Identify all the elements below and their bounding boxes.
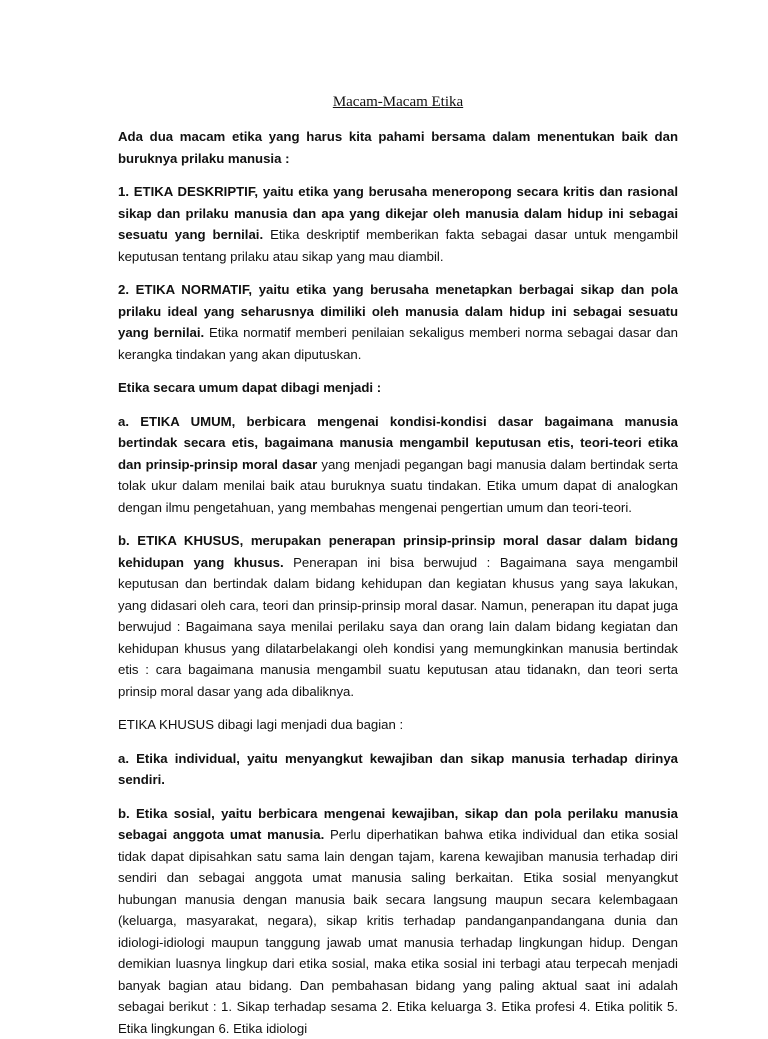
paragraph-text: ETIKA KHUSUS dibagi lagi menjadi dua bagian : [118, 717, 403, 732]
paragraph-etika-khusus [118, 530, 678, 702]
paragraph-intro [118, 126, 678, 169]
paragraph-etika-individual [118, 748, 678, 791]
paragraph-pembagian-etika [118, 377, 678, 399]
paragraph-etika-deskriptif [118, 181, 678, 267]
paragraph-text: Etika deskriptif memberikan fakta sebagai dasar untuk mengambil keputusan tentang prilaku atau sikap yang mau diambil. [118, 227, 678, 264]
paragraph-bold-text: b. Etika sosial, yaitu berbicara mengenai kewajiban, sikap dan pola perilaku manusia sebagai anggota umat manusia. [118, 806, 678, 843]
paragraph-etika-umum [118, 411, 678, 519]
paragraph-etika-sosial [118, 803, 678, 1039]
paragraph-bold-text: 2. ETIKA NORMATIF, yaitu etika yang berusaha menetapkan berbagai sikap dan pola prilaku ideal yang seharusnya dimiliki oleh manusia dalam hidup ini sebagai sesuatu yang bernilai. [118, 282, 678, 340]
paragraph-bold-text: Etika secara umum dapat dibagi menjadi : [118, 380, 381, 395]
paragraph-etika-normatif [118, 279, 678, 365]
paragraph-bold-text: Ada dua macam etika yang harus kita pahami bersama dalam menentukan baik dan buruknya prilaku manusia : [118, 129, 678, 166]
document-title: Macam-Macam Etika [118, 92, 678, 112]
paragraph-bold-text: a. Etika individual, yaitu menyangkut kewajiban dan sikap manusia terhadap dirinya sendiri. [118, 751, 678, 788]
paragraph-text: Etika normatif memberi penilaian sekaligus memberi norma sebagai dasar dan kerangka tindakan yang akan diputuskan. [118, 325, 678, 362]
paragraph-bold-text: 1. ETIKA DESKRIPTIF, yaitu etika yang berusaha meneropong secara kritis dan rasional sikap dan prilaku manusia dan apa yang dikejar oleh manusia dalam hidup ini sebagai sesuatu yang bernilai. [118, 184, 678, 242]
paragraph-text: Perlu diperhatikan bahwa etika individual dan etika sosial tidak dapat dipisahkan satu sama lain dengan tajam, karena kewajiban manusia terhadap diri sendiri dan sebagai anggota umat manusia saling berkaitan. Etika sosial menyangkut hubungan manusia dengan manusia baik secara langsung maupun secara kelembagaan (keluarga, masyarakat, negara), sikap kritis terhadap pandanganpandangana dunia dan idiologi-idiologi maupun tanggung jawab umat manusia terhadap lingkungan hidup. Dengan demikian luasnya lingkup dari etika sosial, maka etika sosial ini terbagi atau terpecah menjadi banyak bagian atau bidang. Dan pembahasan bidang yang paling aktual saat ini adalah sebagai berikut : 1. Sikap terhadap sesama 2. Etika keluarga 3. Etika profesi 4. Etika politik 5. Etika lingkungan 6. Etika idiologi [118, 827, 678, 1036]
paragraph-text: Penerapan ini bisa berwujud : Bagaimana saya mengambil keputusan dan bertindak dalam bidang kehidupan dan kegiatan khusus yang saya lakukan, yang didasari oleh cara, teori dan prinsip-prinsip moral dasar. Namun, penerapan itu dapat juga berwujud : Bagaimana saya menilai perilaku saya dan orang lain dalam bidang kegiatan dan kehidupan khusus yang dilatarbelakangi oleh kondisi yang memungkinkan manusia bertindak etis : cara bagaimana manusia mengambil suatu keputusan atau tidanakn, dan teori serta prinsip moral dasar yang ada dibaliknya. [118, 555, 678, 699]
paragraph-pembagian-etika-khusus [118, 714, 678, 736]
paragraph-bold-text: b. ETIKA KHUSUS, merupakan penerapan prinsip-prinsip moral dasar dalam bidang kehidupan yang khusus. [118, 533, 678, 570]
paragraph-bold-text: a. ETIKA UMUM, berbicara mengenai kondisi-kondisi dasar bagaimana manusia bertindak secara etis, bagaimana manusia mengambil keputusan etis, teori-teori etika dan prinsip-prinsip moral dasar [118, 414, 678, 472]
paragraph-text: yang menjadi pegangan bagi manusia dalam bertindak serta tolak ukur dalam menilai baik atau buruknya suatu tindakan. Etika umum dapat di analogkan dengan ilmu pengetahuan, yang membahas mengenai pengertian umum dan teori-teori. [118, 457, 678, 515]
